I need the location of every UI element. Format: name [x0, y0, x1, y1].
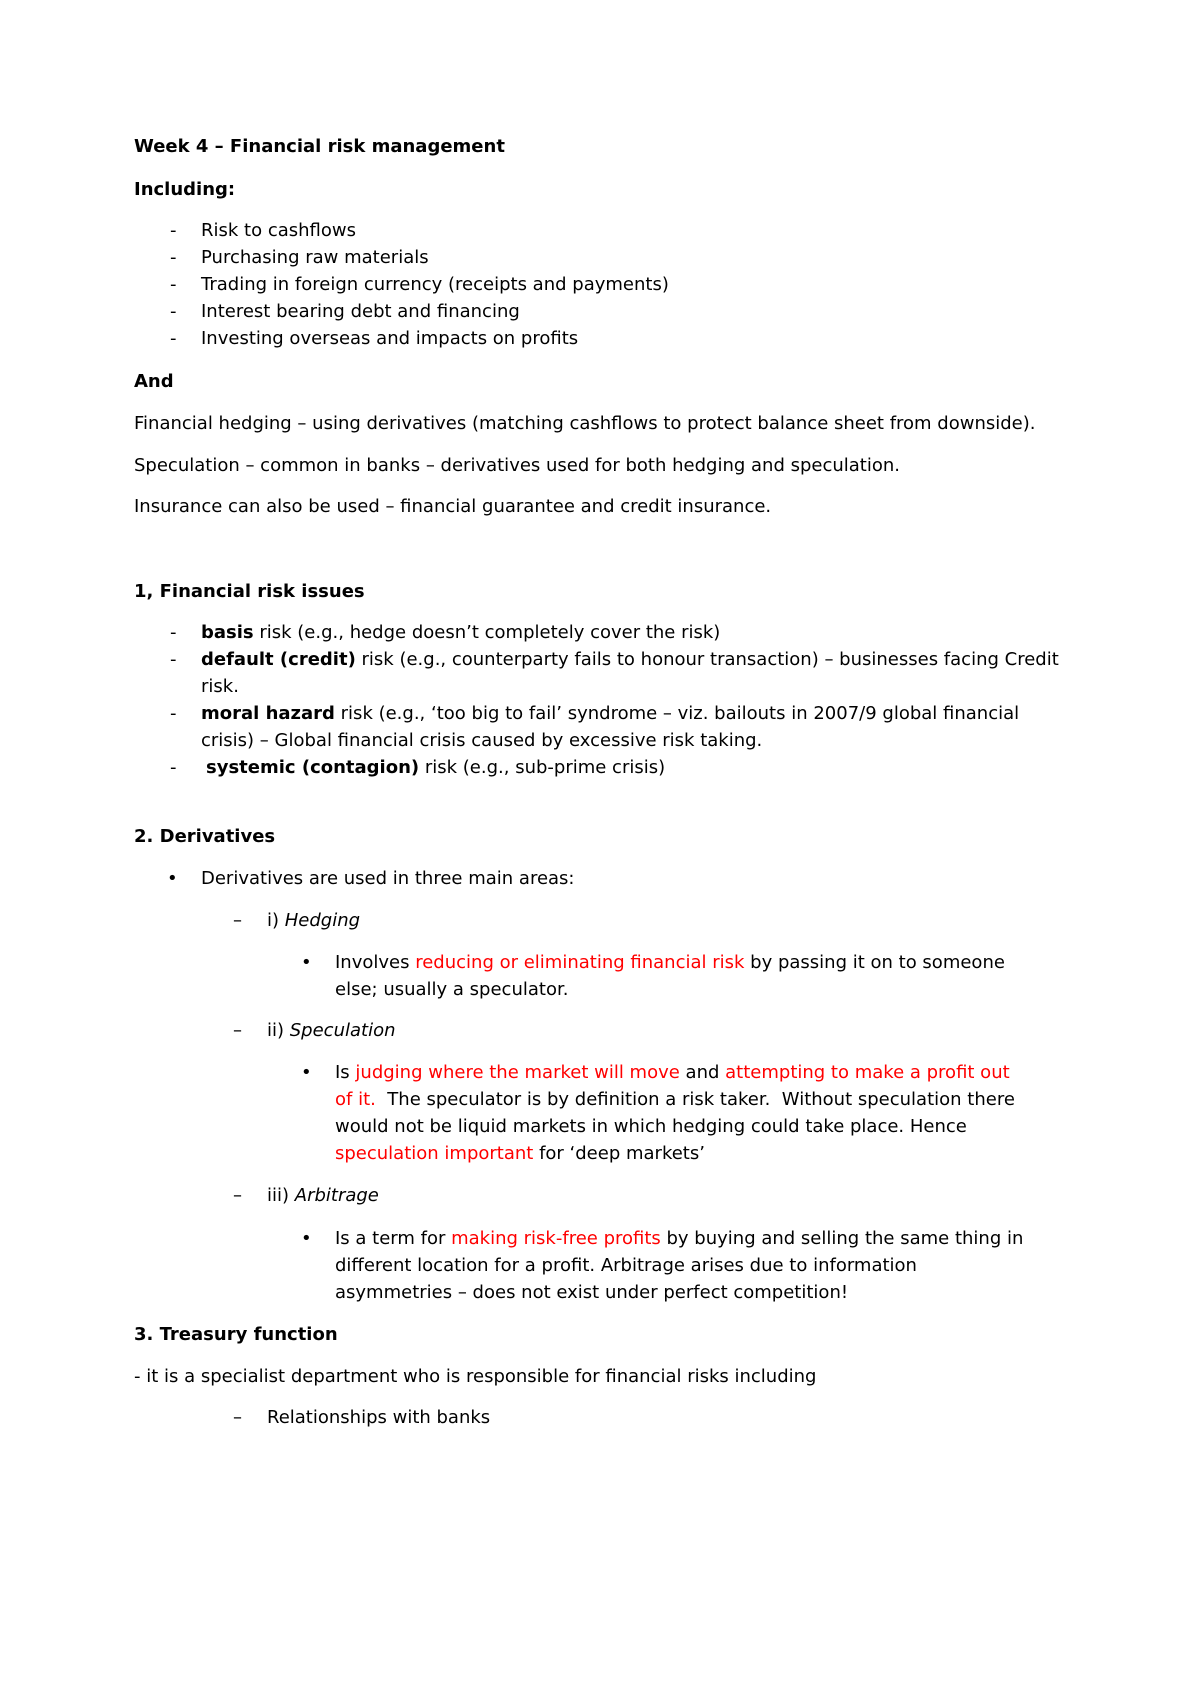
section-1-heading: 1, Financial risk issues — [134, 581, 365, 602]
term-basis: basis — [201, 622, 254, 643]
speculation-line-1 — [335, 1061, 1010, 1085]
text-run: by passing it on to someone — [744, 952, 1005, 973]
hedging-number: i) — [267, 910, 285, 931]
arbitrage-heading — [267, 1184, 379, 1208]
endash-marker: – — [233, 1407, 242, 1428]
paragraph-insurance: Insurance can also be used – financial guarantee and credit insurance. — [134, 496, 772, 517]
item-text: risk (e.g., sub-prime crisis) — [419, 757, 666, 778]
arbitrage-line-1 — [335, 1227, 1023, 1251]
term-default: default (credit) — [201, 649, 356, 670]
text-run: The speculator is by definition a risk taker. Without speculation there — [375, 1089, 1015, 1110]
bullet-marker: • — [301, 1228, 312, 1249]
list-item-systemic — [206, 756, 665, 780]
arbitrage-line-2: different location for a profit. Arbitrage arises due to information — [335, 1255, 917, 1276]
arbitrage-label: Arbitrage — [294, 1185, 379, 1206]
emphasis-text: making risk-free profits — [451, 1228, 661, 1249]
list-item-default — [201, 648, 1059, 672]
and-label: And — [134, 371, 174, 392]
speculation-label: Speculation — [289, 1020, 396, 1041]
speculation-line-2 — [335, 1088, 1015, 1112]
speculation-heading — [267, 1019, 396, 1043]
emphasis-text: speculation important — [335, 1143, 534, 1164]
list-item: Purchasing raw materials — [201, 247, 429, 268]
endash-marker: – — [233, 1185, 242, 1206]
document-title: Week 4 – Financial risk management — [134, 136, 505, 157]
list-item: Investing overseas and impacts on profits — [201, 328, 579, 349]
list-item: Trading in foreign currency (receipts and payments) — [201, 274, 669, 295]
bullet-marker: • — [167, 868, 178, 889]
dash-marker: - — [170, 274, 177, 295]
speculation-line-4 — [335, 1142, 705, 1166]
endash-marker: – — [233, 1020, 242, 1041]
treasury-item: Relationships with banks — [267, 1407, 491, 1428]
hedging-heading — [267, 909, 360, 933]
endash-marker: – — [233, 910, 242, 931]
item-continuation: risk. — [201, 676, 239, 697]
dash-marker: - — [170, 622, 177, 643]
dash-marker: - — [170, 703, 177, 724]
speculation-number: ii) — [267, 1020, 290, 1041]
emphasis-text: reducing or eliminating financial risk — [415, 952, 745, 973]
item-text: risk (e.g., counterparty fails to honour transaction) – businesses facing Credit — [355, 649, 1059, 670]
text-run: Is a term for — [335, 1228, 452, 1249]
hedging-line-1 — [335, 951, 1005, 975]
text-run: and — [679, 1062, 726, 1083]
text-run: Involves — [335, 952, 416, 973]
section-2-heading: 2. Derivatives — [134, 826, 276, 847]
dash-marker: - — [170, 301, 177, 322]
arbitrage-number: iii) — [267, 1185, 295, 1206]
emphasis-text: of it. — [335, 1089, 376, 1110]
derivatives-intro: Derivatives are used in three main areas: — [201, 868, 575, 889]
dash-marker: - — [170, 220, 177, 241]
item-text: risk (e.g., hedge doesn’t completely cover the risk) — [253, 622, 721, 643]
speculation-line-3: would not be liquid markets in which hedging could take place. Hence — [335, 1116, 967, 1137]
dash-marker: - — [170, 328, 177, 349]
dash-marker: - — [170, 247, 177, 268]
including-label: Including: — [134, 179, 236, 200]
paragraph-hedging: Financial hedging – using derivatives (matching cashflows to protect balance sheet from downside). — [134, 413, 1036, 434]
bullet-marker: • — [301, 952, 312, 973]
text-run: Is — [335, 1062, 356, 1083]
arbitrage-line-3: asymmetries – does not exist under perfect competition! — [335, 1282, 849, 1303]
list-item-basis — [201, 621, 720, 645]
text-run: by buying and selling the same thing in — [660, 1228, 1024, 1249]
item-text: risk (e.g., ‘too big to fail’ syndrome – viz. bailouts in 2007/9 global financial — [334, 703, 1020, 724]
section-3-heading: 3. Treasury function — [134, 1324, 338, 1345]
list-item-moral-hazard — [201, 702, 1019, 726]
item-continuation: crisis) – Global financial crisis caused by excessive risk taking. — [201, 730, 763, 751]
list-item: Risk to cashflows — [201, 220, 356, 241]
dash-marker: - — [170, 649, 177, 670]
treasury-intro: - it is a specialist department who is responsible for financial risks including — [134, 1366, 817, 1387]
emphasis-text: attempting to make a profit out — [725, 1062, 1010, 1083]
hedging-line-2: else; usually a speculator. — [335, 979, 569, 1000]
bullet-marker: • — [301, 1062, 312, 1083]
emphasis-text: judging where the market will move — [355, 1062, 680, 1083]
hedging-label: Hedging — [284, 910, 361, 931]
dash-marker: - — [170, 757, 177, 778]
text-run: for ‘deep markets’ — [533, 1143, 705, 1164]
term-moral-hazard: moral hazard — [201, 703, 335, 724]
paragraph-speculation: Speculation – common in banks – derivatives used for both hedging and speculation. — [134, 455, 901, 476]
term-systemic: systemic (contagion) — [206, 757, 420, 778]
list-item: Interest bearing debt and financing — [201, 301, 520, 322]
